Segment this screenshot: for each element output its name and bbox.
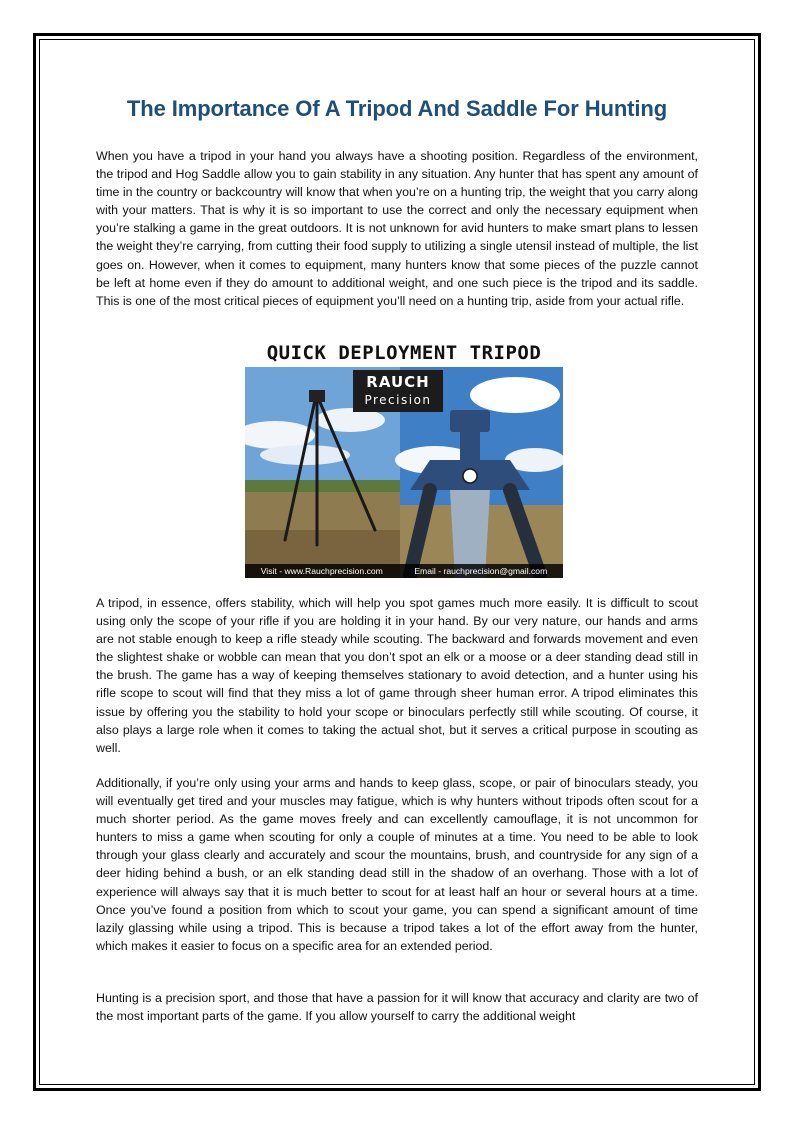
tripod-advertisement-image xyxy=(245,340,563,578)
ad-footer xyxy=(245,564,563,578)
logo-brand-subtitle: Precision xyxy=(364,393,432,407)
ad-website: Visit - www.Rauchprecision.com xyxy=(260,566,383,576)
rauch-logo xyxy=(353,370,443,412)
logo-brand-name: RAUCH xyxy=(366,373,430,391)
ad-headline: QUICK DEPLOYMENT TRIPOD xyxy=(245,340,563,367)
paragraph-intro: When you have a tripod in your hand you always have a shooting position. Regardless of the environment, the tripod and Hog Saddle allow you to gain stability in any situation. Any hunter that has spent any amount of time in the country or backcountry will know that when you’re on a hunting trip, the weight that you carry along with your matters. That is why it is so important to use the correct and only the necessary equipment when you’re stalking a game in the great outdoors. It is not unknown for avid hunters to make smart plans to lessen the weight they’re carrying, from cutting their food supply to utilizing a single utensil instead of multiple, the list goes on. However, when it comes to equipment, many hunters know that some pieces of the puzzle cannot be left at home even if they do amount to additional weight, and one such piece is the tripod and its saddle. This is one of the most critical pieces of equipment you’ll need on a hunting trip, aside from your actual rifle. xyxy=(96,149,698,308)
ad-email: Email - rauchprecision@gmail.com xyxy=(414,566,548,576)
paragraph-stability: A tripod, in essence, offers stability, which will help you spot games much more easily. It is difficult to scout using only the scope of your rifle if you are holding it in your hand. By our very nature, our hands and arms are not stable enough to keep a rifle steady while scouting. The backward and forwards movement and even the slightest shake or wobble can mean that you don’t spot an elk or a moose or a deer standing dead still in the brush. The game has a way of keeping themselves stationary to avoid detection, and a hunter using his rifle scope to scout will find that they miss a lot of game through sheer human error. A tripod eliminates this issue by offering you the stability to hold your scope or binoculars perfectly still while scouting. Of course, it also plays a large role when it comes to taking the actual shot, but it serves a critical purpose in scouting as well. xyxy=(96,596,698,755)
page-title: The Importance Of A Tripod And Saddle For Hunting xyxy=(126,96,668,121)
paragraph-precision: Hunting is a precision sport, and those that have a passion for it will know that accuracy and clarity are two of the most important parts of the game. If you allow yourself to carry the additional weight xyxy=(96,991,698,1024)
paragraph-fatigue: Additionally, if you’re only using your arms and hands to keep glass, scope, or pair of binoculars steady, you will eventually get tired and your muscles may fatigue, which is why hunters without tripods often scout for a much shorter period. As the game moves freely and can excellently camouflage, it is not uncommon for hunters to miss a game when scouting for only a couple of minutes at a time. You need to be able to look through your glass clearly and accurately and scour the mountains, brush, and countryside for any sign of a deer hiding behind a bush, or an elk standing dead still in the shadow of an overhang. Those with a lot of experience will always say that it is much better to scout for at least half an hour or several hours at a time. Once you’ve found a position from which to scout your game, you can spend a significant amount of time lazily glassing while using a tripod. This is because a tripod takes a lot of the effort away from the hunter, which makes it easier to focus on a specific area for an extended period. xyxy=(96,776,698,953)
